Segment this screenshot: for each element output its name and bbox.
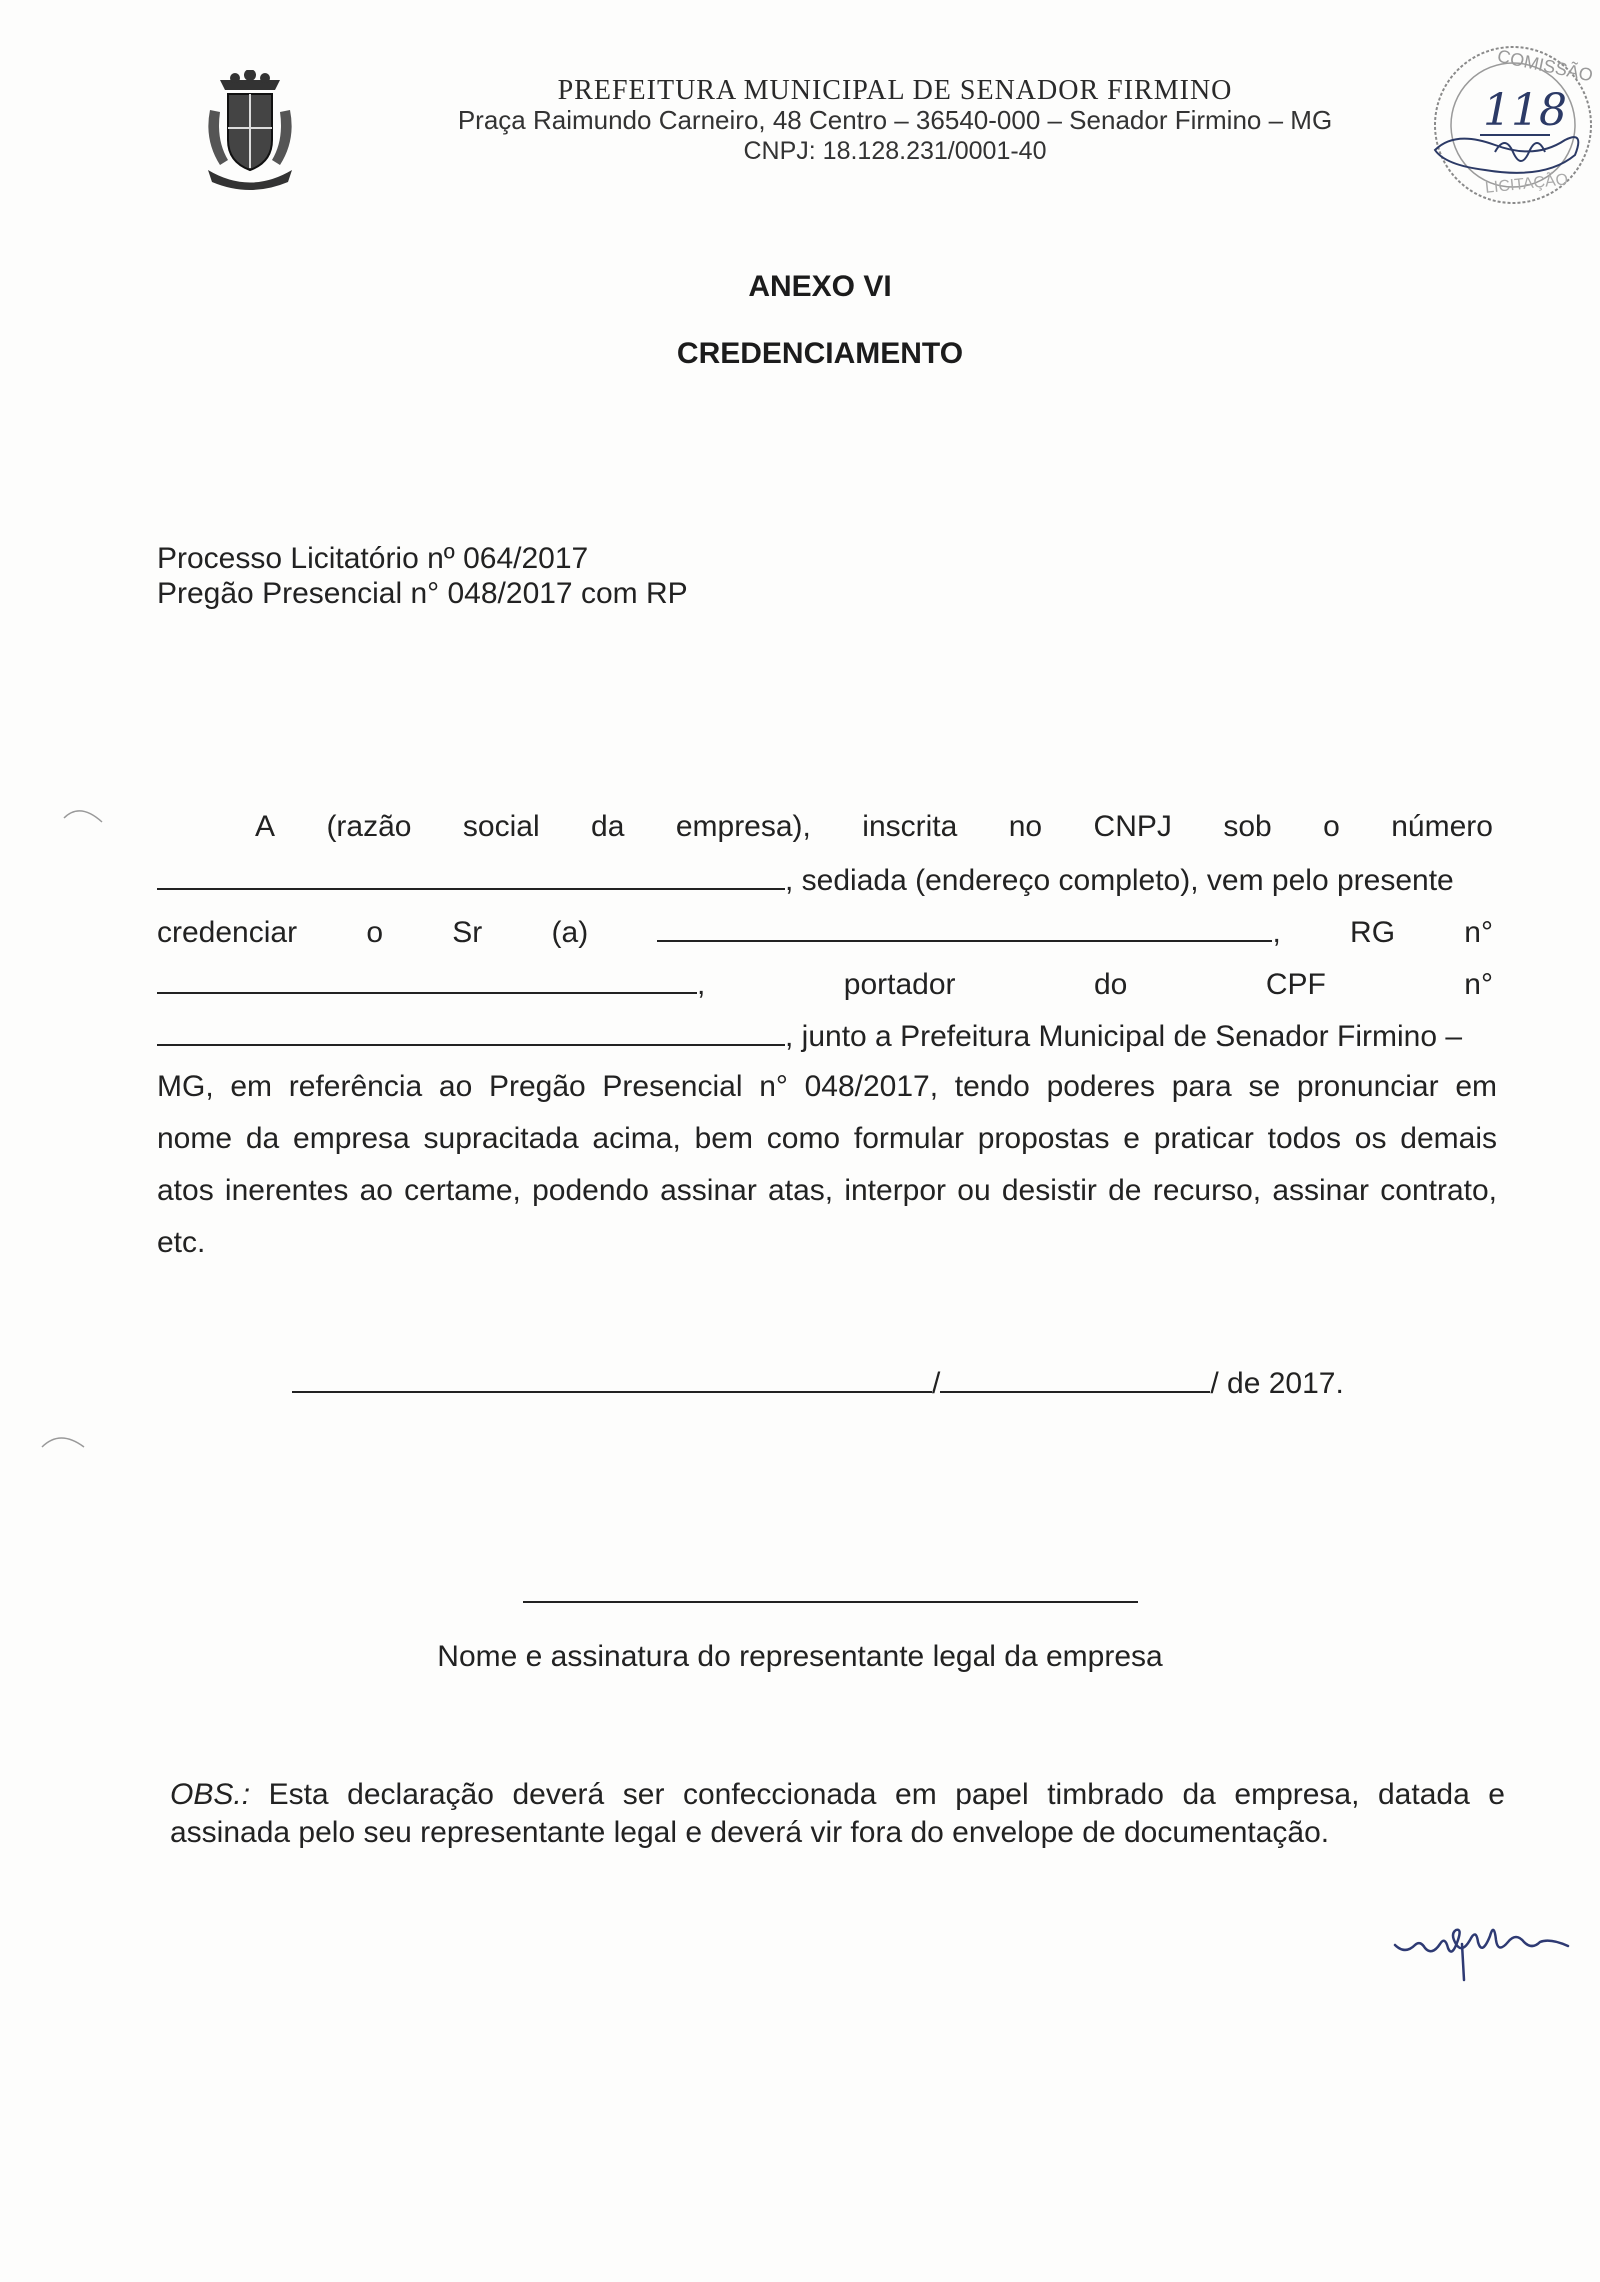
word: o (1323, 810, 1340, 843)
representative-blank (657, 914, 1272, 942)
note-line-1 (170, 1778, 1505, 1812)
document-title: CREDENCIAMENTO (676, 337, 964, 370)
scan-mark (40, 1425, 90, 1455)
line-text: , sediada (endereço completo), vem pelo presente (785, 864, 1454, 897)
word: no (1008, 810, 1043, 843)
body-line-4 (157, 966, 1493, 1002)
rg-field (157, 966, 705, 1002)
organization-address: Praça Raimundo Carneiro, 48 Centro – 36540-000 – Senador Firmino – MG (457, 105, 1333, 135)
note-label: OBS.: (170, 1778, 251, 1811)
word: o (366, 916, 384, 949)
comma: , (697, 968, 706, 1001)
cpf-blank (157, 1018, 785, 1046)
body-line-5 (157, 1018, 1493, 1054)
word: empresa), (675, 810, 811, 843)
note-text: Esta declaração deverá ser confeccionada em papel timbrado da empresa, datada e (250, 1778, 1505, 1811)
body-line-6: MG, em referência ao Pregão Presencial n° 048/2017, tendo poderes para se pronunciar em (157, 1070, 1497, 1103)
word: Sr (452, 916, 483, 949)
organization-cnpj: CNPJ: 18.128.231/0001-40 (743, 137, 1047, 165)
handwritten-initials (1390, 1900, 1580, 1990)
pregao-reference: Pregão Presencial n° 048/2017 com RP (157, 577, 688, 610)
comma: , (1272, 916, 1281, 949)
word: credenciar (157, 916, 298, 949)
word: social (462, 810, 540, 843)
representative-field (657, 914, 1280, 950)
stamp-number: 118 (1483, 85, 1567, 136)
process-reference: Processo Licitatório nº 064/2017 (157, 542, 589, 575)
word: n° (1464, 916, 1493, 949)
annex-title: ANEXO VI (748, 270, 892, 303)
body-line-1 (255, 810, 1493, 844)
word: RG (1350, 916, 1396, 949)
word: inscrita (862, 810, 958, 843)
word: (a) (551, 916, 589, 949)
stamp-text-top: COMISSÃO (1495, 45, 1595, 86)
body-line-2 (157, 862, 1493, 898)
date-separator: / (932, 1367, 941, 1400)
word: do (1094, 968, 1128, 1001)
body-line-8: atos inerentes ao certame, podendo assinar atas, interpor ou desistir de recurso, assinar contrato, (157, 1174, 1497, 1207)
organization-name: PREFEITURA MUNICIPAL DE SENADOR FIRMINO (557, 75, 1233, 106)
word: CPF (1265, 968, 1326, 1001)
signature-caption: Nome e assinatura do representante legal da empresa (437, 1640, 1163, 1673)
commission-stamp (1425, 30, 1595, 215)
body-line-9: etc. (157, 1226, 206, 1259)
stamp-text-bottom: LICITAÇÃO (1484, 171, 1569, 197)
word: n° (1464, 968, 1493, 1001)
date-year: / de 2017. (1210, 1367, 1344, 1400)
scan-mark (62, 800, 112, 830)
line-text: , junto a Prefeitura Municipal de Senador Firmino – (785, 1020, 1463, 1053)
note-line-2: assinada pelo seu representante legal e deverá vir fora do envelope de documentação. (170, 1816, 1330, 1849)
body-line-3 (157, 914, 1493, 950)
word: CNPJ (1093, 810, 1172, 843)
word: A (255, 810, 276, 843)
cnpj-blank (157, 862, 785, 890)
word: portador (843, 968, 956, 1001)
month-blank (940, 1365, 1210, 1393)
word: sob (1223, 810, 1272, 843)
word: da (591, 810, 625, 843)
city-day-blank (292, 1365, 932, 1393)
rg-blank (157, 966, 697, 994)
coat-of-arms-icon (200, 70, 300, 195)
signature-line (523, 1601, 1138, 1603)
date-line (292, 1365, 1344, 1401)
word: número (1391, 810, 1493, 843)
body-line-7: nome da empresa supracitada acima, bem como formular propostas e praticar todos os demais (157, 1122, 1497, 1155)
word: (razão (326, 810, 412, 843)
